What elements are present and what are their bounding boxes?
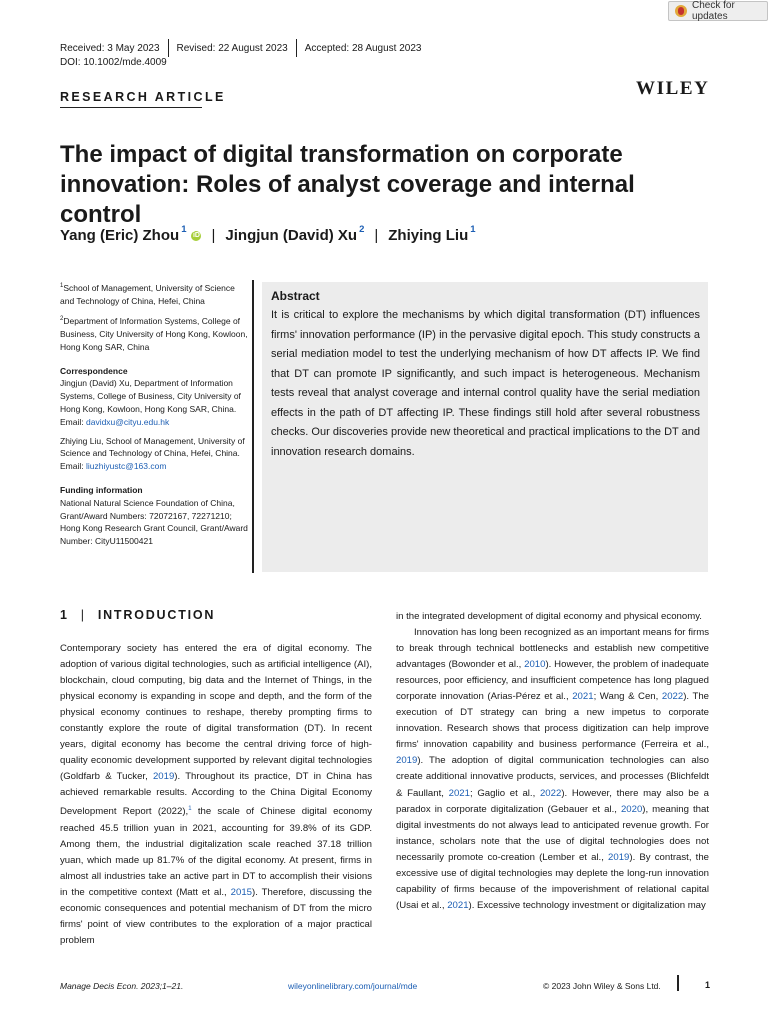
footer-journal: Manage Decis Econ. 2023;1–21. bbox=[60, 981, 184, 991]
affiliation-number: 1 bbox=[60, 283, 64, 289]
text-run: Contemporary society has entered the era of digital economy. The adoption of various digital technologies, such as artificial intelligence (AI), blockchain, cloud computing, big data and the Internet of Things, in the physical economy is expanding in scope and depth, and the form of the physical economy continues to reshape, thereby prompting firms to constantly explore the route of digital transformation (DT). In recent years, digital economy has become the central driving force of high-quality economic development supported by relevant digital technologies (Goldfarb & Tucker, bbox=[60, 643, 372, 783]
citation-link[interactable]: 2021 bbox=[572, 691, 594, 703]
orcid-icon[interactable]: iD bbox=[192, 232, 200, 239]
footer-journal-url[interactable]: wileyonlinelibrary.com/journal/mde bbox=[288, 981, 418, 991]
page-number: 1 bbox=[705, 980, 711, 990]
crossmark-icon bbox=[675, 5, 687, 17]
body-text-left bbox=[60, 641, 372, 949]
footnote-link[interactable]: 1 bbox=[188, 806, 192, 813]
email-label: Email: bbox=[60, 416, 86, 427]
section-heading bbox=[60, 608, 215, 622]
text-run: ; Wang & Cen, bbox=[593, 691, 662, 703]
abstract-heading: Abstract bbox=[271, 289, 320, 303]
article-history bbox=[60, 39, 429, 57]
text-run: ), meaning that digital investments do not always lead to anticipated revenue growth. For instance, scholars note that the use of digital technologies does not necessarily promote co-creation (Lember et al., bbox=[396, 803, 710, 863]
section-number: 1 bbox=[60, 608, 69, 622]
affiliation-text: Department of Information Systems, College of Business, City University of Hong Kong, Kowloon, Hong Kong SAR, China bbox=[60, 316, 248, 352]
text-run: ). However, the problem of inadequate resources, poor efficiency, and insufficient competence has long plagued corporate innovation (Arias-Pérez et al., bbox=[396, 659, 709, 703]
citation-link[interactable]: 2021 bbox=[447, 899, 469, 911]
correspondence-entry bbox=[60, 377, 248, 428]
text-run: ; Gaglio et al., bbox=[469, 787, 540, 799]
doi: DOI: 10.1002/mde.4009 bbox=[60, 57, 167, 68]
author-name[interactable]: Zhiying Liu bbox=[388, 227, 469, 244]
email-link[interactable]: davidxu@cityu.edu.hk bbox=[85, 416, 170, 427]
article-info-column bbox=[60, 280, 248, 554]
citation-link[interactable]: 2019 bbox=[152, 771, 175, 783]
citation-link[interactable]: 2021 bbox=[448, 787, 470, 799]
section-title: INTRODUCTION bbox=[97, 608, 216, 622]
check-for-updates-label: Check for updates bbox=[692, 0, 735, 22]
article-type-underline bbox=[60, 107, 202, 108]
divider bbox=[168, 39, 169, 57]
text-run: Innovation has long been recognized as an important means for firms to break through technical bottlenecks and establish new competitive advantages (Bowonder et al., bbox=[396, 627, 709, 671]
citation-link[interactable]: 2022 bbox=[539, 787, 562, 799]
author-list bbox=[60, 224, 476, 244]
accepted-date: Accepted: 28 August 2023 bbox=[304, 42, 422, 54]
text-run: ). Throughout its practice, DT in China has achieved remarkable results. According to the China Digital Economy Development Report (2022), bbox=[60, 771, 372, 818]
author-name[interactable]: Yang (Eric) Zhou bbox=[60, 227, 180, 244]
text-run: ). The adoption of digital communication technologies can also create additional innovative products, services, and processes (Blichfeldt & Faullant, bbox=[396, 755, 709, 799]
email-label: Email: bbox=[60, 461, 86, 472]
article-type: RESEARCH ARTICLE bbox=[60, 90, 226, 104]
correspondence-entry bbox=[60, 435, 248, 473]
paragraph: in the integrated development of digital economy and physical economy. bbox=[396, 611, 702, 622]
affiliation-marker[interactable]: 1 bbox=[470, 224, 476, 235]
section-separator: | bbox=[80, 608, 86, 622]
affiliation-number: 2 bbox=[60, 316, 64, 323]
citation-link[interactable]: 2022 bbox=[661, 691, 684, 703]
affiliation bbox=[60, 313, 248, 353]
column-divider bbox=[252, 280, 254, 573]
correspondence-text: Zhiying Liu, School of Management, University of Science and Technology of China, Hefei, China. bbox=[60, 435, 245, 459]
revised-date: Revised: 22 August 2023 bbox=[176, 42, 288, 54]
paragraph bbox=[60, 641, 372, 949]
abstract-text: It is critical to explore the mechanisms by which digital transformation (DT) influences firms' innovation performance (IP) in the pervasive digital epoch. This study constructs a serial mediation model to test the underlying mechanism of how DT affects IP. We find that DT can promote IP significantly, and such impact is heterogeneous. Mechanism tests reveal that analyst coverage and internal control quality have the serial mediation effects in the path of DT affecting IP. These findings still hold after several robustness checks. Our discoveries provide new theoretical and practical implications to the DT and innovation research domains. bbox=[271, 309, 700, 458]
funding-text: National Natural Science Foundation of China, Grant/Award Numbers: 72072167, 72271210; Hong Kong Research Grant Council, Grant/Award Number: CityU11500421 bbox=[60, 497, 248, 547]
body-text-right bbox=[396, 609, 709, 914]
text-run: ). Therefore, discussing the economic consequences and potential mechanism of DT from the micro firms' point of view contributes to the exploration of a major practical problem bbox=[60, 886, 372, 947]
text-run: ). By contrast, the excessive use of digital technologies may deplete the long-run innovation capability of firms because of the impoverishment of relational capital (Usai et al., bbox=[396, 851, 709, 911]
citation-link[interactable]: 2019 bbox=[608, 851, 630, 863]
author-name[interactable]: Jingjun (David) Xu bbox=[225, 227, 358, 244]
article-title: The impact of digital transformation on corporate innovation: Roles of analyst coverage and internal control bbox=[60, 141, 635, 228]
paragraph bbox=[396, 625, 709, 914]
text-run: ). Excessive technology investment or digitalization may bbox=[468, 899, 706, 911]
affiliation-marker[interactable]: 1 bbox=[181, 224, 187, 235]
author-separator: | bbox=[211, 227, 216, 244]
text-run: ). However, there may also be a paradox in corporate digitalization (Gebauer et al., bbox=[396, 787, 709, 815]
citation-link[interactable]: 2020 bbox=[620, 803, 643, 815]
citation-link[interactable]: 2010 bbox=[524, 659, 546, 671]
email-link[interactable]: liuzhiyustc@163.com bbox=[85, 461, 167, 472]
author-separator: | bbox=[374, 227, 379, 244]
text-run: the scale of Chinese digital economy reached 45.5 trillion yuan in 2021, accounting for 39.8% of its GDP. Among them, the industrial digitalization scale reached 37.18 trillion yuan, which made up 81.7% of the digital economy. At present, firms in almost all industries take an active part in DT to accomplish their visions in the competitive context (Matt et al., bbox=[60, 806, 373, 898]
check-for-updates-button[interactable] bbox=[668, 1, 768, 21]
funding-heading: Funding information bbox=[60, 485, 143, 496]
publisher-logo: WILEY bbox=[636, 78, 710, 99]
affiliation bbox=[60, 280, 248, 307]
citation-link[interactable]: 2019 bbox=[396, 755, 418, 767]
correspondence-text: Jingjun (David) Xu, Department of Information Systems, College of Business, City University of Hong Kong, Kowloon, Hong Kong SAR, China. bbox=[60, 378, 241, 415]
citation-link[interactable]: 2015 bbox=[230, 886, 253, 898]
text-run: ). The execution of DT strategy can bring a new impetus to corporate innovation. Research shows that process digitization can help improve firms' innovation capability and business performance (Ferreira et al., bbox=[396, 691, 709, 751]
affiliation-marker[interactable]: 2 bbox=[359, 224, 365, 235]
footer-divider bbox=[677, 975, 679, 991]
affiliation-text: School of Management, University of Science and Technology of China, Hefei, China bbox=[60, 282, 235, 306]
correspondence-heading: Correspondence bbox=[60, 365, 128, 376]
received-date: Received: 3 May 2023 bbox=[60, 42, 160, 54]
divider bbox=[296, 39, 297, 57]
footer-copyright: © 2023 John Wiley & Sons Ltd. bbox=[543, 981, 661, 991]
